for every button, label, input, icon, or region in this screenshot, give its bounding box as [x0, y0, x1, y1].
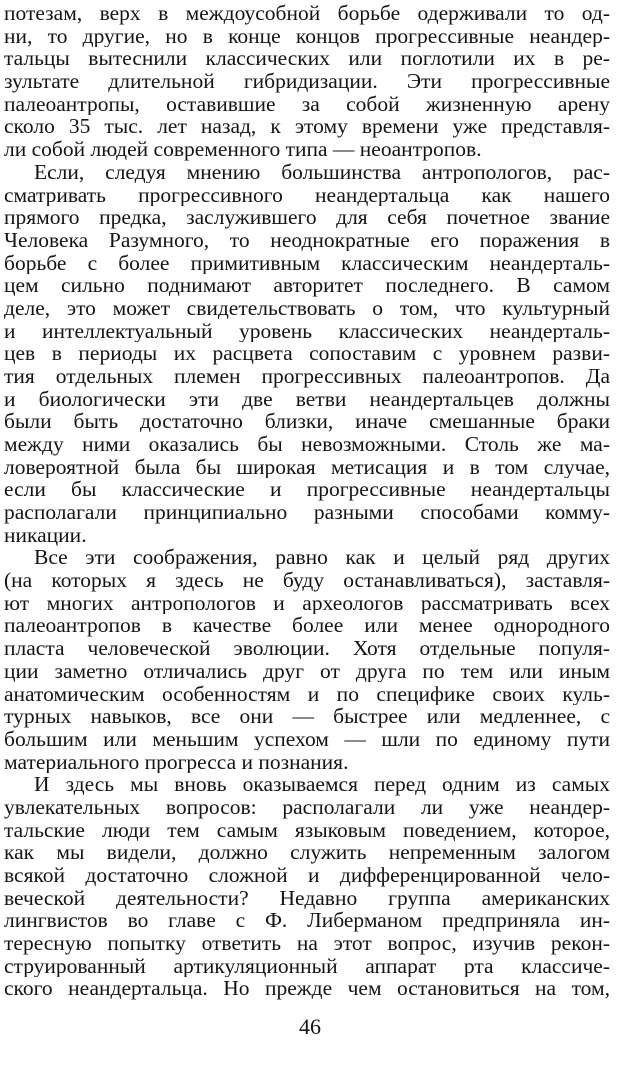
text-line: большим или меньшим успехом — шли по единому пути [4, 727, 610, 751]
text-line: веческой деятельности? Недавно группа американских [4, 886, 610, 910]
text-line: турных навыков, все они — быстрее или медленнее, с [4, 705, 610, 728]
text-line: увлекательных вопросов: располагали ли уже неандер- [4, 795, 610, 819]
text-line: ни, то другие, но в конце концов прогрессивные неандер- [4, 24, 610, 48]
text-line: тальские люди тем самым языковым поведением, которое, [4, 818, 610, 842]
text-line: Человека Разумного, то неоднократные его поражения в [4, 228, 610, 252]
text-line: сматривать прогрессивного неандертальца как нашего [4, 183, 610, 207]
text-line: борьбе с более примитивным классическим неандерталь- [4, 251, 610, 275]
text-line: ского неандертальца. Но прежде чем остановиться на том, [4, 977, 610, 1000]
text-line: между ними оказались бы невозможными. Столь же ма- [4, 433, 610, 456]
text-line: если бы классические и прогрессивные неандертальцы [4, 478, 610, 501]
text-line: деле, это может свидетельствовать о том, что культурный [4, 296, 610, 320]
text-line: тересную попытку ответить на этот вопрос, изучив рекон- [4, 932, 610, 955]
text-line: лингвистов во главе с Ф. Либерманом предприняла ин- [4, 909, 610, 932]
text-line: зультате длительной гибридизации. Эти прогрессивные [4, 70, 610, 93]
text-line: никации. [4, 523, 87, 547]
text-line: тальцы вытеснили классических или поглотили их в ре- [4, 47, 610, 71]
text-line: И здесь мы вновь оказываемся перед одним из самых [34, 773, 610, 796]
text-line: и интеллектуальный уровень классических неандерталь- [4, 319, 610, 343]
text-line: потезам, верх в междоусобной борьбе одерживали то од- [4, 2, 610, 25]
text-line: струированный артикуляционный аппарат рта классиче- [4, 954, 610, 978]
text-line: ции заметно отличались друг от друга по тем или иным [4, 659, 610, 683]
text-line: ют многих антропологов и археологов рассматривать всех [4, 591, 610, 615]
text-line: Если, следуя мнению большинства антропологов, рас- [34, 160, 610, 184]
text-line: анатомическим особенностям и по специфике своих куль- [4, 682, 610, 706]
text-line: цем сильно поднимают авторитет последнего. В самом [4, 274, 610, 297]
text-line: и биологически эти две ветви неандертальцев должны [4, 387, 610, 411]
text-line: были быть достаточно близки, иначе смешанные браки [4, 410, 610, 433]
text-line: как мы видели, должно служить непременным залогом [4, 841, 610, 864]
text-line: пласта человеческой эволюции. Хотя отдельные популя- [4, 637, 610, 660]
text-line: всякой достаточно сложной и дифференцированной чело- [4, 863, 610, 887]
text-line: ли собой людей современного типа — неоантропов. [4, 138, 482, 161]
text-line: прямого предка, заслужившего для себя почетное звание [4, 206, 610, 229]
text-line: ловероятной была бы широкая метисация и в том случае, [4, 455, 610, 479]
text-line: Все эти соображения, равно как и целый ряд других [34, 546, 610, 570]
text-line: материального прогресса и познания. [4, 750, 349, 774]
text-line: палеоантропов в качестве более или менее однородного [4, 614, 610, 638]
text-line: сколо 35 тыс. лет назад, к этому времени уже представля- [4, 115, 610, 139]
text-line: тия отдельных племен прогрессивных палеоантропов. Да [4, 364, 610, 388]
text-line: (на которых я здесь не буду останавливаться), заставля- [4, 569, 610, 592]
text-line: располагали принципиально разными способами комму- [4, 501, 610, 524]
text-line: палеоантропы, оставившие за собой жизненную арену [4, 92, 610, 116]
text-line: цев в периоды их расцвета сопоставим с уровнем разви- [4, 342, 610, 365]
page-number: 46 [299, 1014, 321, 1039]
